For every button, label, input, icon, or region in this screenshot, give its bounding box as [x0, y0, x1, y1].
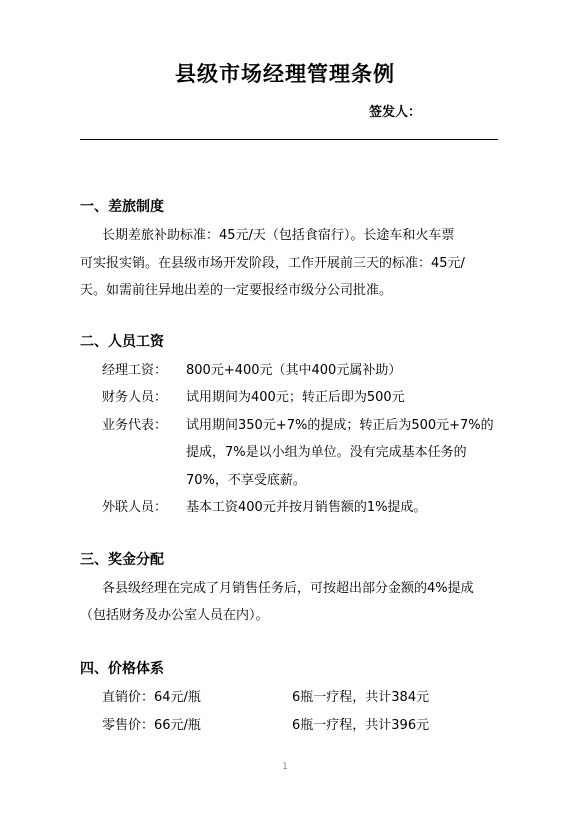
page-number: 1: [282, 762, 288, 772]
price-direct: 直销价：64元/瓶: [102, 690, 201, 705]
salary-value-finance: 试用期间为400元；转正后即为500元: [186, 390, 405, 405]
signer-label: 签发人：: [369, 105, 422, 120]
salary-label-finance: 财务人员：: [102, 390, 168, 405]
section-heading-travel: 一、差旅制度: [80, 199, 164, 215]
bonus-paragraph-line: 各县级经理在完成了月销售任务后，可按超出部分金额的4%提成: [102, 581, 474, 596]
salary-label-manager: 经理工资：: [102, 363, 168, 378]
bonus-paragraph-line: （包括财务及办公室人员在内）。: [80, 608, 269, 623]
price-direct-course: 6瓶一疗程，共计384元: [292, 690, 430, 705]
salary-value-sales-rep: 70%，不享受底薪。: [186, 473, 306, 488]
travel-paragraph-line: 长期差旅补助标准：45元/天（包括食宿行）。长途车和火车票: [102, 228, 455, 243]
travel-paragraph-line: 可实报实销。在县级市场开发阶段，工作开展前三天的标准：45元/: [80, 256, 465, 271]
section-heading-pricing: 四、价格体系: [80, 661, 164, 677]
salary-value-sales-rep: 试用期间350元+7%的提成；转正后为500元+7%的: [186, 418, 494, 433]
travel-paragraph-line: 天。如需前往异地出差的一定要报经市级分公司批准。: [80, 283, 393, 298]
salary-label-sales-rep: 业务代表：: [102, 418, 168, 433]
section-heading-bonus: 三、奖金分配: [80, 552, 164, 568]
section-heading-salary: 二、人员工资: [80, 334, 164, 350]
salary-label-liaison: 外联人员：: [102, 500, 168, 515]
salary-value-liaison: 基本工资400元并按月销售额的1%提成。: [186, 500, 427, 515]
price-retail-course: 6瓶一疗程，共计396元: [292, 718, 430, 733]
document-title: 县级市场经理管理条例: [175, 61, 395, 86]
price-retail: 零售价：66元/瓶: [102, 718, 201, 733]
salary-value-sales-rep: 提成，7%是以小组为单位。没有完成基本任务的: [186, 445, 467, 460]
salary-value-manager: 800元+400元（其中400元属补助）: [186, 363, 402, 378]
header-divider: [80, 139, 498, 140]
